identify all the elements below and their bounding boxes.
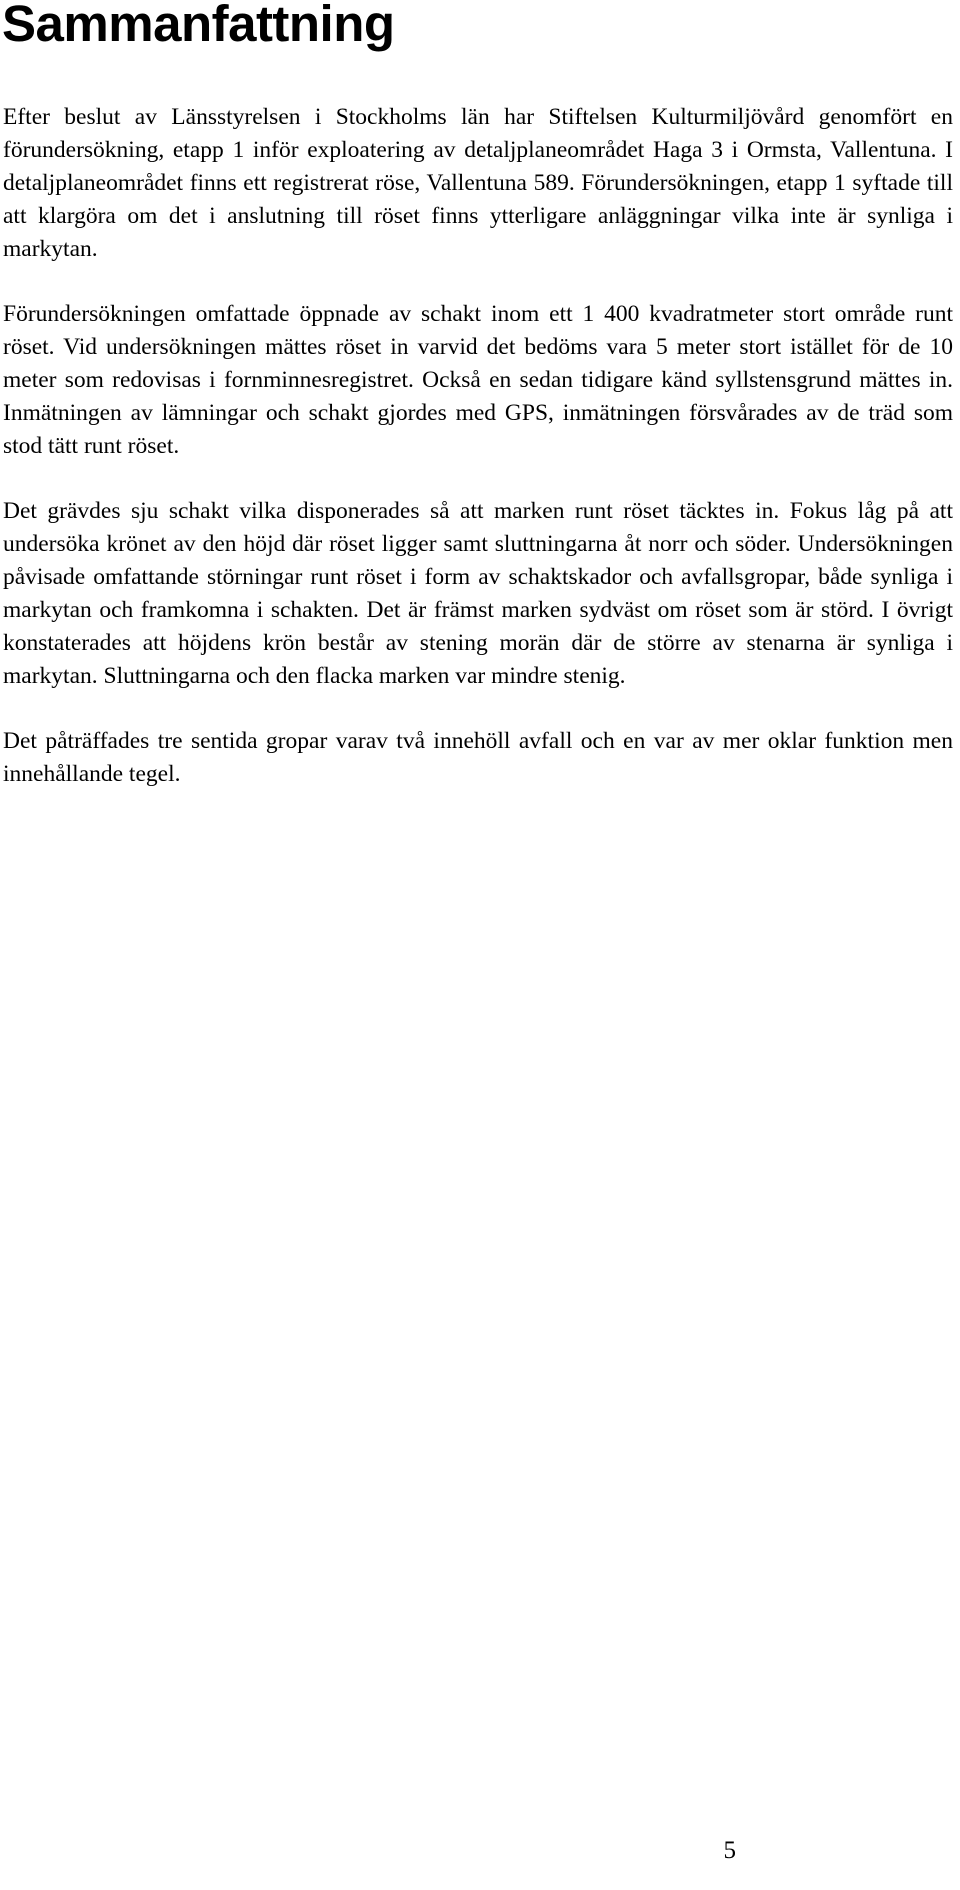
summary-body [3,101,953,791]
page-number: 5 [723,1837,736,1864]
paragraph-1: Efter beslut av Länsstyrelsen i Stockholms län har Stiftelsen Kulturmiljövård genomfört en förundersökning, etapp 1 inför exploatering av detaljplaneområdet Haga 3 i Ormsta, Vallentuna. I detaljplaneområdet finns ett registrerat röse, Vallentuna 589. Förundersökningen, etapp 1 syftade till att klargöra om det i anslutning till röset finns ytterligare anläggningar vilka inte är synliga i markytan. [3,104,953,262]
paragraph-2: Förundersökningen omfattade öppnade av schakt inom ett 1 400 kvadratmeter stort område runt röset. Vid undersökningen mättes röset in varvid det bedöms vara 5 meter stort istället för de 10 meter som redovisas i fornminnesregistret. Också en sedan tidigare känd syllstensgrund mättes in. Inmätningen av lämningar och schakt gjordes med GPS, inmätningen försvårades av de träd som stod tätt runt röset. [3,301,953,459]
page-title: Sammanfattning [2,0,395,52]
paragraph-4: Det påträffades tre sentida gropar varav två innehöll avfall och en var av mer oklar funktion men innehållande tegel. [3,728,953,787]
paragraph-3: Det grävdes sju schakt vilka disponerades så att marken runt röset täcktes in. Fokus låg på att undersöka krönet av den höjd där röset ligger samt sluttningarna åt norr och söder. Undersökningen påvisade omfattande störningar runt röset i form av schaktskador och avfallsgropar, både synliga i markytan och framkomna i schakten. Det är främst marken sydväst om röset som är störd. I övrigt konstaterades att höjdens krön består av stening morän där de större av stenarna är synliga i markytan. Sluttningarna och den flacka marken var mindre stenig. [3,498,953,689]
